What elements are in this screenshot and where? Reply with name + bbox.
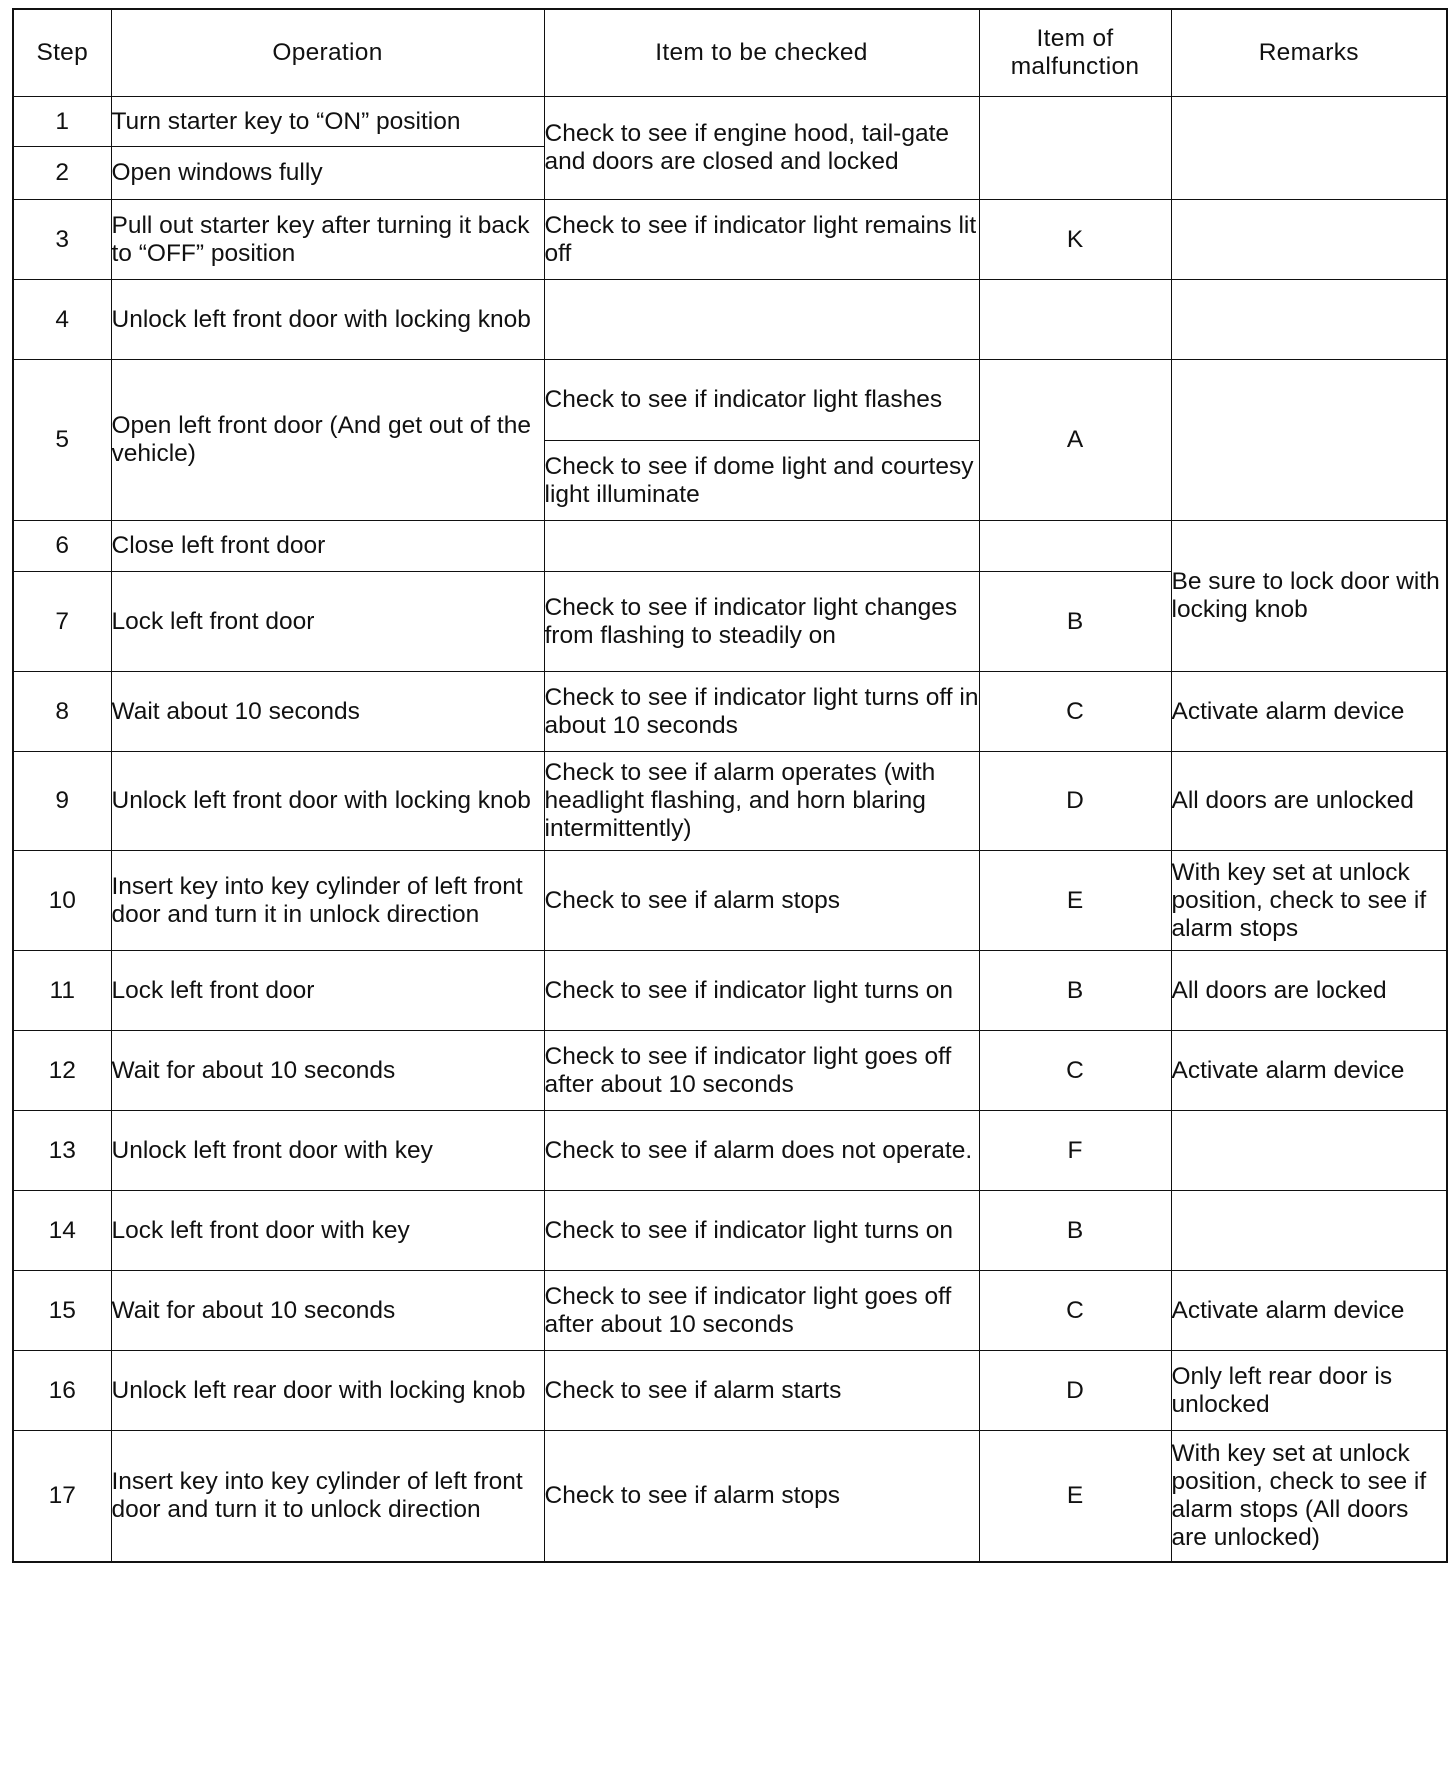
item-cell: Check to see if indicator light flashes xyxy=(544,360,979,441)
remarks-cell: Activate alarm device xyxy=(1171,1271,1447,1351)
operation-cell: Unlock left front door with locking knob xyxy=(111,752,544,851)
item-cell: Check to see if alarm starts xyxy=(544,1351,979,1431)
step-cell: 14 xyxy=(13,1191,111,1271)
table-row xyxy=(13,951,1447,1031)
malfunction-cell: K xyxy=(979,200,1171,280)
table-row xyxy=(13,280,1447,360)
step-cell: 6 xyxy=(13,521,111,572)
item-cell: Check to see if alarm stops xyxy=(544,1431,979,1562)
item-cell: Check to see if indicator light turns on xyxy=(544,1191,979,1271)
operation-cell: Unlock left front door with key xyxy=(111,1111,544,1191)
remarks-cell: Be sure to lock door with locking knob xyxy=(1171,521,1447,672)
table-row xyxy=(13,1031,1447,1111)
step-cell: 7 xyxy=(13,572,111,672)
operation-cell: Lock left front door xyxy=(111,572,544,672)
malfunction-cell: C xyxy=(979,1271,1171,1351)
item-cell: Check to see if indicator light goes off after about 10 seconds xyxy=(544,1031,979,1111)
remarks-cell xyxy=(1171,97,1447,200)
step-cell: 5 xyxy=(13,360,111,521)
item-cell: Check to see if indicator light turns off in about 10 seconds xyxy=(544,672,979,752)
table-row xyxy=(13,97,1447,147)
step-cell: 11 xyxy=(13,951,111,1031)
step-cell: 12 xyxy=(13,1031,111,1111)
item-cell: Check to see if indicator light changes from flashing to steadily on xyxy=(544,572,979,672)
step-cell: 13 xyxy=(13,1111,111,1191)
malfunction-cell: B xyxy=(979,951,1171,1031)
remarks-cell: All doors are unlocked xyxy=(1171,752,1447,851)
header-remarks: Remarks xyxy=(1171,9,1447,97)
malfunction-cell: E xyxy=(979,1431,1171,1562)
item-cell xyxy=(544,280,979,360)
table-row xyxy=(13,851,1447,951)
table-row xyxy=(13,1431,1447,1562)
malfunction-cell xyxy=(979,280,1171,360)
item-cell: Check to see if indicator light remains lit off xyxy=(544,200,979,280)
operation-cell: Turn starter key to “ON” position xyxy=(111,97,544,147)
table-row xyxy=(13,1111,1447,1191)
remarks-cell xyxy=(1171,280,1447,360)
malfunction-cell: A xyxy=(979,360,1171,521)
header-malfunction-line2: malfunction xyxy=(1010,53,1140,80)
malfunction-cell: B xyxy=(979,1191,1171,1271)
table-row xyxy=(13,1271,1447,1351)
step-cell: 3 xyxy=(13,200,111,280)
step-cell: 8 xyxy=(13,672,111,752)
item-cell: Check to see if engine hood, tail-gate and doors are closed and locked xyxy=(544,97,979,200)
remarks-cell: With key set at unlock position, check to see if alarm stops (All doors are unlocked) xyxy=(1171,1431,1447,1562)
step-cell: 4 xyxy=(13,280,111,360)
step-cell: 9 xyxy=(13,752,111,851)
header-step: Step xyxy=(13,9,111,97)
header-malfunction-line1: Item of xyxy=(1036,25,1114,52)
item-cell: Check to see if alarm operates (with headlight flashing, and horn blaring intermittently) xyxy=(544,752,979,851)
checklist-page xyxy=(12,8,1446,1563)
step-cell: 2 xyxy=(13,147,111,200)
remarks-cell xyxy=(1171,1111,1447,1191)
malfunction-cell: E xyxy=(979,851,1171,951)
remarks-cell xyxy=(1171,200,1447,280)
step-cell: 15 xyxy=(13,1271,111,1351)
header-item-of-malfunction xyxy=(979,9,1171,97)
operation-cell: Wait for about 10 seconds xyxy=(111,1031,544,1111)
item-cell xyxy=(544,521,979,572)
malfunction-cell xyxy=(979,521,1171,572)
operation-cell: Wait about 10 seconds xyxy=(111,672,544,752)
table-row xyxy=(13,200,1447,280)
item-cell: Check to see if indicator light goes off after about 10 seconds xyxy=(544,1271,979,1351)
operation-cell: Wait for about 10 seconds xyxy=(111,1271,544,1351)
malfunction-cell: C xyxy=(979,1031,1171,1111)
item-cell: Check to see if indicator light turns on xyxy=(544,951,979,1031)
malfunction-cell: C xyxy=(979,672,1171,752)
operation-cell: Unlock left rear door with locking knob xyxy=(111,1351,544,1431)
malfunction-cell: D xyxy=(979,1351,1171,1431)
item-cell: Check to see if alarm stops xyxy=(544,851,979,951)
malfunction-cell xyxy=(979,97,1171,200)
step-cell: 1 xyxy=(13,97,111,147)
remarks-cell: Activate alarm device xyxy=(1171,1031,1447,1111)
table-row xyxy=(13,1191,1447,1271)
alarm-check-table xyxy=(12,8,1448,1563)
remarks-cell xyxy=(1171,1191,1447,1271)
operation-cell: Pull out starter key after turning it back to “OFF” position xyxy=(111,200,544,280)
remarks-cell: Activate alarm device xyxy=(1171,672,1447,752)
item-cell: Check to see if alarm does not operate. xyxy=(544,1111,979,1191)
header-row xyxy=(13,9,1447,97)
step-cell: 17 xyxy=(13,1431,111,1562)
malfunction-cell: B xyxy=(979,572,1171,672)
remarks-cell: Only left rear door is unlocked xyxy=(1171,1351,1447,1431)
operation-cell: Unlock left front door with locking knob xyxy=(111,280,544,360)
table-row xyxy=(13,360,1447,441)
malfunction-cell: D xyxy=(979,752,1171,851)
remarks-cell: All doors are locked xyxy=(1171,951,1447,1031)
header-item-to-be-checked: Item to be checked xyxy=(544,9,979,97)
item-cell: Check to see if dome light and courtesy light illuminate xyxy=(544,441,979,521)
table-row xyxy=(13,752,1447,851)
operation-cell: Close left front door xyxy=(111,521,544,572)
operation-cell: Insert key into key cylinder of left front door and turn it in unlock direction xyxy=(111,851,544,951)
remarks-cell xyxy=(1171,360,1447,521)
malfunction-cell: F xyxy=(979,1111,1171,1191)
step-cell: 10 xyxy=(13,851,111,951)
table-row xyxy=(13,521,1447,572)
header-operation: Operation xyxy=(111,9,544,97)
operation-cell: Insert key into key cylinder of left front door and turn it to unlock direction xyxy=(111,1431,544,1562)
remarks-cell: With key set at unlock position, check to see if alarm stops xyxy=(1171,851,1447,951)
table-row xyxy=(13,672,1447,752)
step-cell: 16 xyxy=(13,1351,111,1431)
table-row xyxy=(13,1351,1447,1431)
operation-cell: Lock left front door xyxy=(111,951,544,1031)
operation-cell: Open windows fully xyxy=(111,147,544,200)
operation-cell: Open left front door (And get out of the vehicle) xyxy=(111,360,544,521)
operation-cell: Lock left front door with key xyxy=(111,1191,544,1271)
